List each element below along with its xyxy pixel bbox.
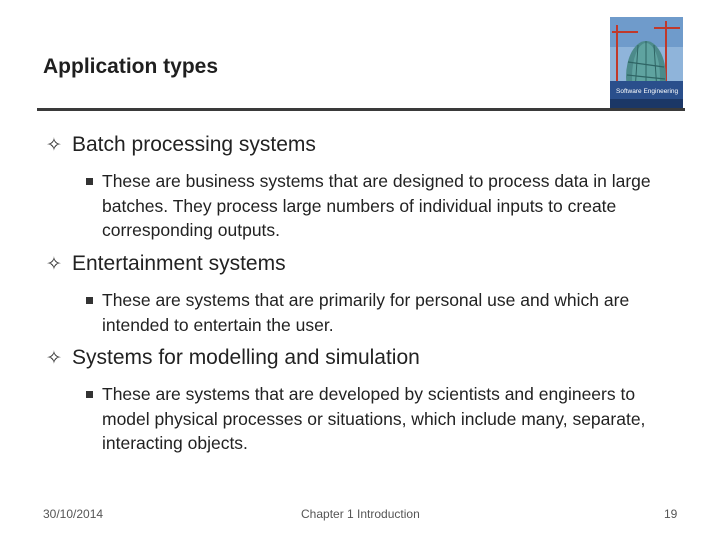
sub-bullet-batch-processing <box>86 169 686 243</box>
four-point-star-outline-icon: ✧ <box>46 254 62 275</box>
slide-title: Application types <box>43 55 219 78</box>
title-divider <box>37 108 685 111</box>
sub-bullet-entertainment <box>86 288 686 337</box>
four-point-star-outline-icon: ✧ <box>46 135 62 156</box>
footer-date: 30/10/2014 <box>43 507 104 521</box>
bullet-heading: Systems for modelling and simulation <box>72 346 420 369</box>
square-bullet-icon <box>86 178 93 185</box>
square-bullet-icon <box>86 391 93 398</box>
bullet-heading: Batch processing systems <box>72 133 316 156</box>
footer-chapter: Chapter 1 Introduction <box>301 507 420 521</box>
four-point-star-outline-icon: ✧ <box>46 348 62 369</box>
book-cover-illustration <box>610 17 683 108</box>
sub-bullet-modelling-simulation <box>86 382 686 456</box>
bullet-entertainment <box>46 252 286 276</box>
bullet-modelling-simulation <box>46 346 420 370</box>
square-bullet-icon <box>86 297 93 304</box>
book-cover-title: Software Engineering <box>616 88 679 95</box>
bullet-heading: Entertainment systems <box>72 252 286 275</box>
sub-bullet-text: These are systems that are developed by scientists and engineers to model physical processes or situations, which include many, separate, interacting objects. <box>102 384 646 453</box>
bullet-batch-processing <box>46 133 316 157</box>
sub-bullet-text: These are business systems that are designed to process data in large batches. They process large numbers of individual inputs to create corresponding outputs. <box>102 171 651 240</box>
footer-page-number: 19 <box>664 507 678 521</box>
book-cover-image <box>610 17 683 108</box>
sub-bullet-text: These are systems that are primarily for personal use and which are intended to entertain the user. <box>102 290 630 335</box>
